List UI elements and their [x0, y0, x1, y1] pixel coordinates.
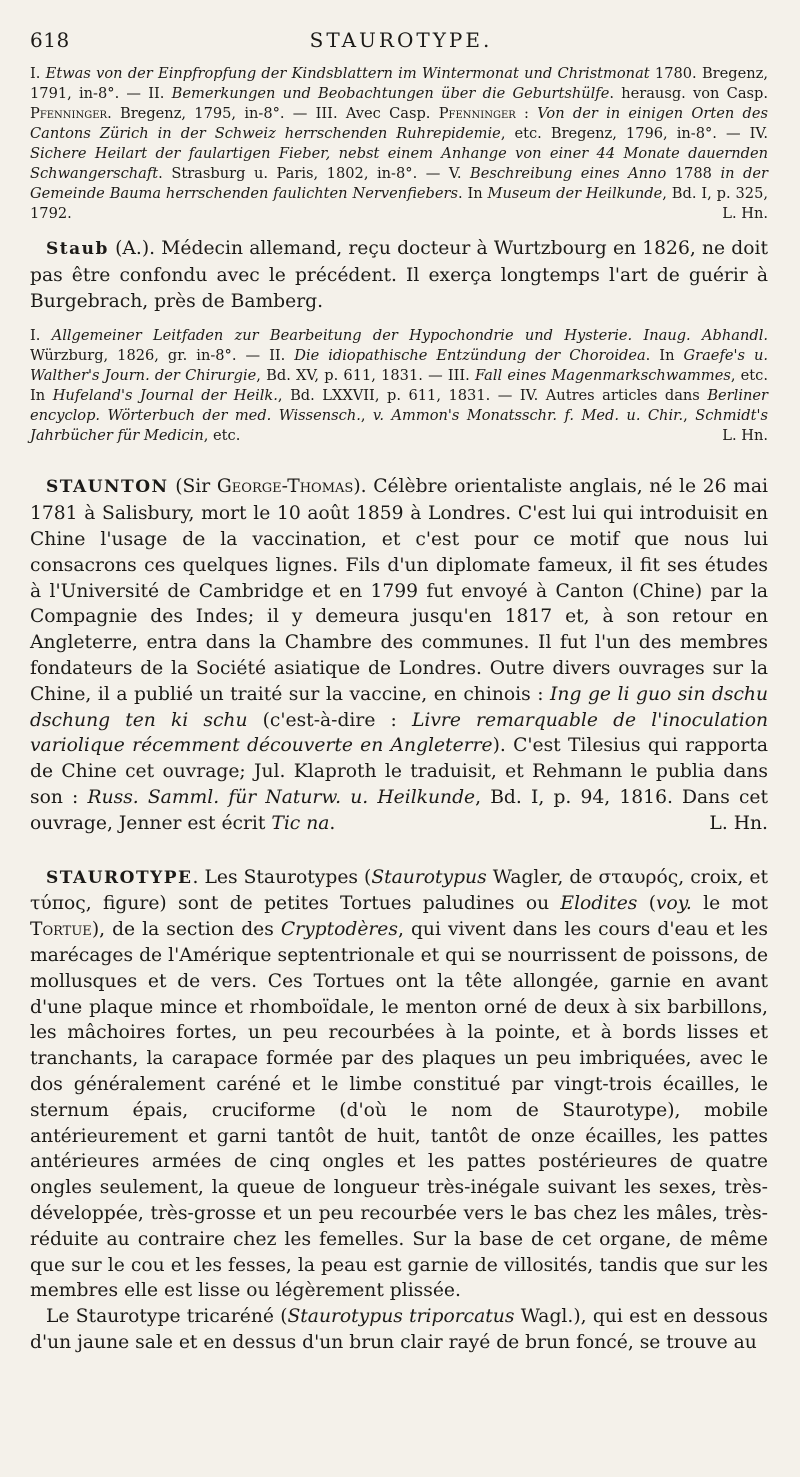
entry-text: ). — [353, 476, 374, 498]
author-signature: L. Hn. — [722, 427, 768, 445]
entry-staurotype-paragraph-2 — [30, 1304, 768, 1356]
entry-text: le mot — [691, 893, 768, 915]
bib-text: . In — [457, 185, 488, 202]
bib-text: . herausg. von Casp. — [609, 85, 768, 102]
entry-staurotype — [30, 865, 768, 1305]
bib-text: , Bd. I, p. 325, 1792. — [30, 185, 769, 222]
entry-text: Wagl.), qui est en dessous d'un jaune sale et en dessus d'un brun clair rayé de brun foncé, se trouve au — [30, 1306, 769, 1353]
bib-author: Pfenninger — [30, 105, 108, 122]
section-name: Cryptodères — [280, 919, 398, 941]
work-title-journal: Russ. Samml. für Naturw. u. Heilkunde — [87, 786, 476, 808]
entry-text: , qui vivent dans les cours d'eau et les marécages de l'Amérique septentrionale et qui se nourrissent de poissons, de mollusques et de vers. Ces Tortues ont la tête allongée, garnie en avant d'une plaque mince et rhomboïdale, le menton orné de deux à six barbillons, les mâchoires fortes, un peu recourbées à la pointe, et à bords lisses et tranchants, la carapace formée par des plaques un peu imbriquées, avec le dos généralement caréné et le limbe constitué par vingt-trois écailles, le sternum épais, cruciforme (d'où le nom de Staurotype), mobile antérieurement et garni tantôt de huit, tantôt de onze écailles, les pattes antérieures armées de cinq ongles et les pattes postérieures de quatre ongles seulement, la queue de longueur très-inégale suivant les sexes, très-développée, très-grosse et un peu recourbée vers le bas chez les mâles, très-réduite au contraire chez les femelles. Sur la base de cet organe, de même que sur le cou et les fesses, la peau est garnie de villosités, tandis que sur les membres elle est lisse ou légèrement plissée. — [30, 919, 768, 1302]
bib-text: : — [515, 105, 538, 122]
bib-title: Allgemeiner Leitfaden zur Bearbeitung der Hypochondrie und Hysterie. Inaug. Abhandl. — [51, 327, 769, 345]
bib-text: 1780. Bregenz, 1791, in-8°. — II. — [30, 65, 768, 102]
entry-initial: (A.). — [108, 238, 162, 259]
bib-text: , — [360, 407, 373, 425]
bib-title: in der Gemeinde Bauma herrschenden faulichten Nervenfiebers — [30, 165, 768, 202]
running-header — [30, 28, 772, 58]
jenner-chinese-name: Tic na — [271, 812, 330, 834]
author-signature: L. Hn. — [722, 205, 768, 222]
cross-reference-word: Tortue — [30, 919, 92, 941]
headword-staunton: STAUNTON — [46, 477, 169, 498]
bib-text: Würzburg, 1826, gr. in-8°. — II. — [30, 347, 295, 365]
bib-title: Schmidt's Jahrbücher für Medicin — [30, 407, 768, 445]
bib-text: , etc. In — [30, 367, 768, 405]
entry-text: (Sir — [168, 476, 217, 498]
bib-text: . In — [645, 347, 684, 365]
entry-text: (c'est-à-dire : — [247, 709, 412, 731]
entry-text: Célèbre orientaliste anglais, né le 26 mai 1781 à Salisbury, mort le 10 août 1859 à Londres. C'est lui qui introduisit en Chine l'usage de la vaccination, et c'est pour ce motif que nous lui consacrons ces quelques lignes. Fils d'un diplomate fameux, il fit ses études à l'Université de Cambridge et en 1799 fut envoyé à Canton (Chine) par la Compagnie des Indes; il y demeura jusqu'en 1817 et, à son retour en Angleterre, entra dans la Chambre des communes. Il fut l'un des membres fondateurs de la Société asiatique de Londres. Outre divers ouvrages sur la Chine, il a publié un traité sur la vaccine, en chinois : — [30, 476, 769, 705]
bib-title: Berliner encyclop. Wörterbuch der med. Wissensch. — [30, 387, 768, 425]
cross-reference-marker: voy. — [656, 893, 692, 915]
bib-author: Pfenninger — [438, 105, 516, 122]
bibliography-previous-entry — [30, 64, 768, 224]
entry-text: Le Staurotype tricaréné ( — [46, 1306, 288, 1328]
bib-title: Hufeland's Journal der Heilk. — [52, 387, 278, 405]
bib-text: . Strasburg u. Paris, 1802, in-8°. — V. — [158, 165, 471, 182]
bib-text: 1788 — [666, 165, 721, 182]
headword-staub: Staub — [46, 239, 109, 259]
bib-title: Sichere Heilart der faulartigen Fieber, nebst einem Anhange von einer 44 Monate dauernden Schwangerschaft — [30, 145, 768, 182]
entry-text: . — [329, 812, 336, 834]
page-number: 618 — [30, 28, 70, 52]
bibliography-staub — [30, 326, 768, 446]
bib-title: Museum der Heilkunde — [487, 185, 663, 202]
work-title-chinese: Ing ge li guo sin dschu dschung ten ki schu — [30, 683, 768, 731]
bib-title: Fall eines Magenmarkschwammes — [475, 367, 731, 385]
entry-text: ), de la section des — [91, 919, 281, 941]
entry-staunton — [30, 474, 768, 836]
bib-text: , etc. — [203, 427, 241, 445]
author-signature: L. Hn. — [709, 812, 768, 834]
work-title-french: Livre remarquable de l'inoculation variolique récemment découverte en Angleterre — [30, 709, 768, 757]
bib-text: I. — [30, 327, 52, 345]
entry-text: . Les Staurotypes ( — [192, 866, 372, 888]
bib-text: I. — [30, 65, 46, 82]
bib-title: Von der in einigen Orten des Cantons Zürich in der Schweiz herrschenden Ruhrepidemie — [30, 105, 768, 142]
bib-title: Bemerkungen und Beobachtungen über die Geburtshülfe — [171, 85, 610, 102]
page-content — [30, 64, 768, 1356]
bib-text: , Bd. XV, p. 611, 1831. — III. — [256, 367, 475, 385]
entry-staub — [30, 236, 768, 314]
bib-title: Beschreibung eines Anno — [470, 165, 667, 182]
group-name: Elodites — [560, 893, 638, 915]
entry-text: ( — [637, 893, 656, 915]
entry-text: Wagler, de σταυρός, croix, et τύπος, figure) sont de petites Tortues paludines ou — [30, 866, 768, 915]
entry-text: , Bd. I, p. 94, 1816. Dans cet ouvrage, Jenner est écrit — [30, 786, 768, 834]
bib-text: , — [683, 407, 696, 425]
genus-name: Staurotypus — [371, 866, 487, 888]
bib-title: Graefe's u. Walther's Journ. der Chirurgie — [30, 347, 769, 385]
bib-title: Die idiopathische Entzündung der Choroidea — [294, 347, 646, 365]
entry-forenames: George-Thomas — [216, 476, 354, 498]
bib-text: , etc. Bregenz, 1796, in-8°. — IV. — [500, 125, 768, 142]
entry-text: Médecin allemand, reçu docteur à Wurtzbourg en 1826, ne doit pas être confondu avec le précédent. Il exerça longtemps l'art de guérir à Burgebrach, près de Bamberg. — [30, 238, 768, 312]
headword-staurotype: STAUROTYPE — [46, 867, 193, 888]
bib-title: v. Ammon's Monatsschr. f. Med. u. Chir. — [372, 407, 684, 425]
species-name: Staurotypus triporcatus — [287, 1306, 515, 1328]
entry-text: ). C'est Tilesius qui rapporta de Chine cet ouvrage; Jul. Klaproth le traduisit, et Rehmann le publia dans son : — [30, 735, 768, 808]
running-title: STAUROTYPE. — [309, 28, 493, 52]
bib-text: , Bd. LXXVII, p. 611, 1831. — IV. Autres articles dans — [277, 387, 708, 405]
bib-text: . Bregenz, 1795, in-8°. — III. Avec Casp. — [107, 105, 439, 122]
bib-title: Etwas von der Einpfropfung der Kindsblattern im Wintermonat und Christmonat — [45, 65, 650, 82]
